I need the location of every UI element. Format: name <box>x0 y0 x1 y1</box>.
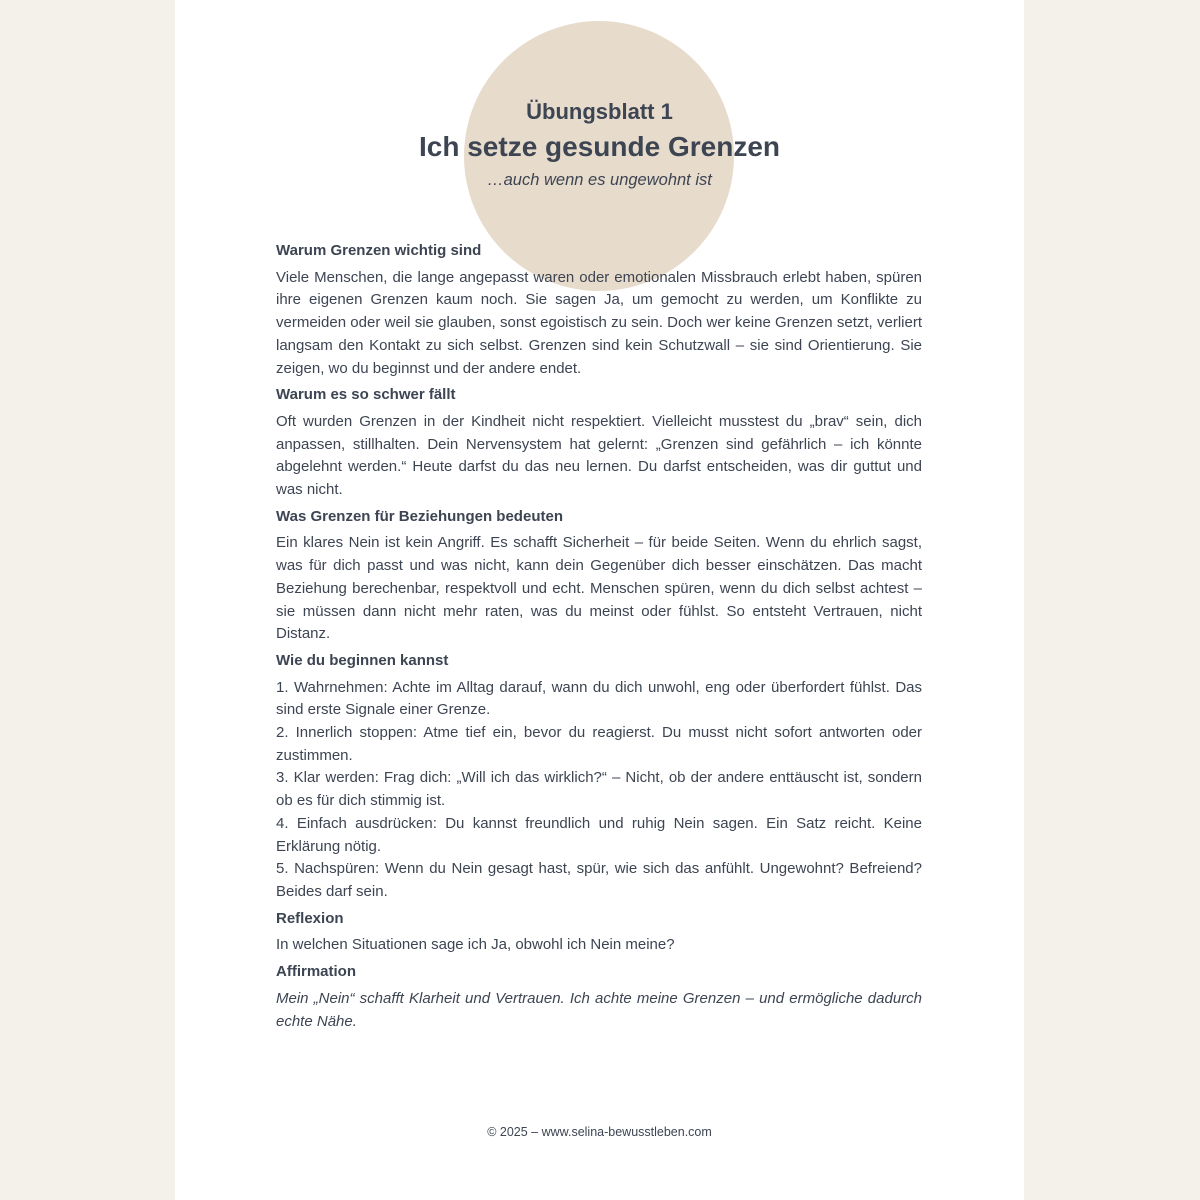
steps-list <box>276 677 922 904</box>
section-heading-relationships: Was Grenzen für Beziehungen bedeuten <box>276 507 563 525</box>
step-item: 5. Nachspüren: Wenn du Nein gesagt hast, spür, wie sich das anfühlt. Ungewohnt? Befreiend? Beides darf sein. <box>276 860 922 900</box>
step-item: 2. Innerlich stoppen: Atme tief ein, bevor du reagierst. Du musst nicht sofort antworten oder zustimmen. <box>276 724 922 764</box>
worksheet-content <box>276 240 922 1037</box>
sheet-label: Übungsblatt 1 <box>526 99 673 124</box>
page-subtitle: …auch wenn es ungewohnt ist <box>487 171 712 189</box>
step-item: 1. Wahrnehmen: Achte im Alltag darauf, wann du dich unwohl, eng oder überfordert fühlst. Das sind erste Signale einer Grenze. <box>276 678 922 719</box>
reflection-question: In welchen Situationen sage ich Ja, obwohl ich Nein meine? <box>276 936 675 954</box>
step-item: 3. Klar werden: Frag dich: „Will ich das wirklich?“ – Nicht, ob der andere enttäuscht ist, sondern ob es für dich stimmig ist. <box>276 769 922 810</box>
footer-copyright: © 2025 – www.selina-bewusstleben.com <box>487 1125 712 1139</box>
section-heading-begin: Wie du beginnen kannst <box>276 651 449 669</box>
section-text-why: Viele Menschen, die lange angepasst waren oder emotionalen Missbrauch erlebt haben, spüren ihre eigenen Grenzen kaum noch. Sie sagen Ja, um gemocht zu werden, um Konflikte zu vermeiden oder weil sie glauben, sonst egoistisch zu sein. Doch wer keine Grenzen setzt, verliert langsam den Kontakt zu sich selbst. Grenzen sind kein Schutzwall – sie sind Orientierung. Sie zeigen, wo du beginnst und der andere endet. <box>276 268 922 377</box>
section-text-relationships: Ein klares Nein ist kein Angriff. Es schafft Sicherheit – für beide Seiten. Wenn du ehrlich sagst, was für dich passt und was nicht, kann dein Gegenüber dich besser einschätzen. Das macht Beziehung berechenbar, respektvoll und echt. Menschen spüren, wenn du dich selbst achtest – sie müssen dann nicht mehr raten, was du meinst oder fühlst. So entsteht Vertrauen, nicht Distanz. <box>276 534 922 643</box>
section-heading-hard: Warum es so schwer fällt <box>276 386 456 404</box>
page-title: Ich setze gesunde Grenzen <box>419 131 780 162</box>
section-heading-reflection: Reflexion <box>276 909 344 927</box>
section-text-hard: Oft wurden Grenzen in der Kindheit nicht respektiert. Vielleicht musstest du „brav“ sein, dich anpassen, stillhalten. Dein Nervensystem hat gelernt: „Grenzen sind gefährlich – ich könnte abgelehnt werden.“ Heute darfst du das neu lernen. Du darfst entscheiden, was dir guttut und was nicht. <box>276 412 922 499</box>
worksheet-page <box>175 0 1024 1200</box>
section-heading-why: Warum Grenzen wichtig sind <box>276 242 482 259</box>
worksheet-header <box>175 97 1024 192</box>
section-heading-affirmation: Affirmation <box>276 963 356 981</box>
step-item: 4. Einfach ausdrücken: Du kannst freundlich und ruhig Nein sagen. Ein Satz reicht. Keine Erklärung nötig. <box>276 814 922 855</box>
affirmation-text: Mein „Nein“ schafft Klarheit und Vertrauen. Ich achte meine Grenzen – und ermögliche dadurch echte Nähe. <box>276 989 922 1030</box>
